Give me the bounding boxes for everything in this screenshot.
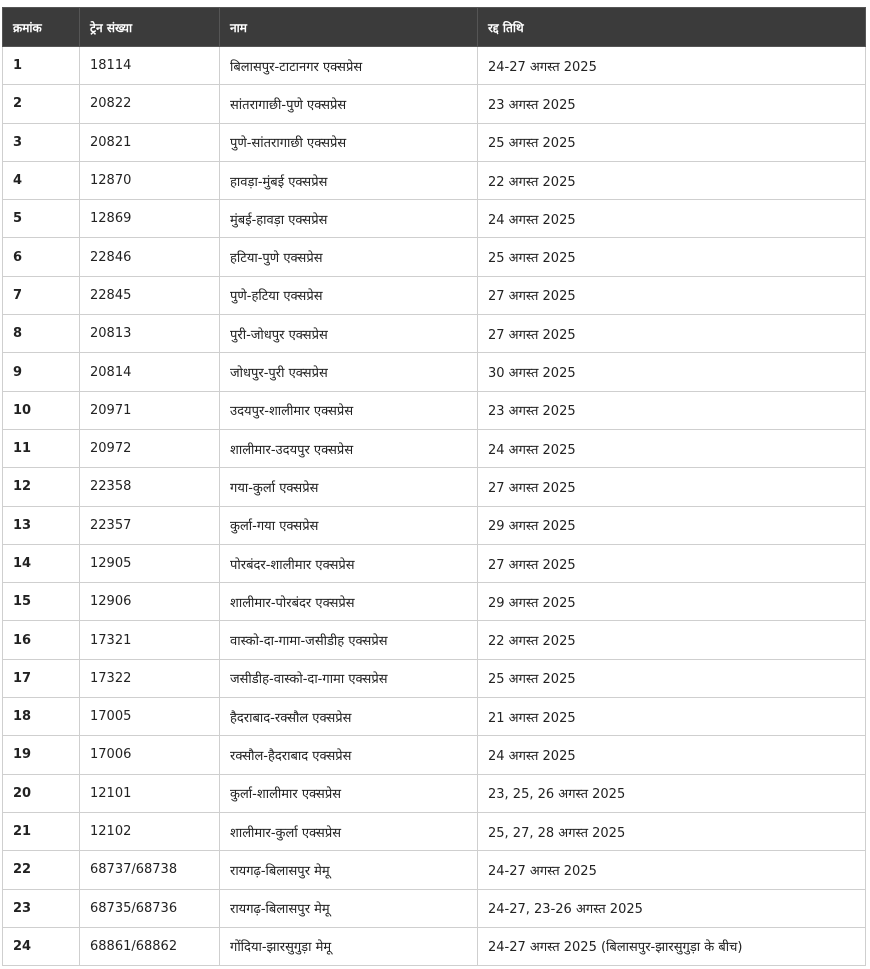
row-serial: 24 bbox=[3, 927, 80, 965]
table-row bbox=[3, 927, 866, 965]
row-cancel-date: 24-27, 23-26 अगस्त 2025 bbox=[478, 889, 866, 927]
row-train-number: 20822 bbox=[80, 85, 220, 123]
row-train-name: वास्को-दा-गामा-जसीडीह एक्सप्रेस bbox=[220, 621, 478, 659]
row-train-name: कुर्ला-गया एक्सप्रेस bbox=[220, 506, 478, 544]
row-train-number: 18114 bbox=[80, 47, 220, 85]
table-row bbox=[3, 736, 866, 774]
table-row bbox=[3, 429, 866, 467]
table-body bbox=[3, 47, 866, 966]
row-serial: 20 bbox=[3, 774, 80, 812]
row-serial: 19 bbox=[3, 736, 80, 774]
row-serial: 14 bbox=[3, 544, 80, 582]
row-train-number: 12906 bbox=[80, 583, 220, 621]
header-serial: क्रमांक bbox=[3, 8, 80, 47]
row-serial: 17 bbox=[3, 659, 80, 697]
row-train-number: 20814 bbox=[80, 353, 220, 391]
row-train-number: 68735/68736 bbox=[80, 889, 220, 927]
row-cancel-date: 27 अगस्त 2025 bbox=[478, 276, 866, 314]
row-train-name: मुंबई-हावड़ा एक्सप्रेस bbox=[220, 200, 478, 238]
row-train-name: गोंदिया-झारसुगुड़ा मेमू bbox=[220, 927, 478, 965]
table-row bbox=[3, 812, 866, 850]
table-row bbox=[3, 238, 866, 276]
row-train-name: पुणे-सांतरागाछी एक्सप्रेस bbox=[220, 123, 478, 161]
row-cancel-date: 27 अगस्त 2025 bbox=[478, 544, 866, 582]
row-train-number: 20821 bbox=[80, 123, 220, 161]
row-train-name: रायगढ़-बिलासपुर मेमू bbox=[220, 851, 478, 889]
row-cancel-date: 24-27 अगस्त 2025 (बिलासपुर-झारसुगुड़ा के बीच) bbox=[478, 927, 866, 965]
row-train-number: 20972 bbox=[80, 429, 220, 467]
row-serial: 21 bbox=[3, 812, 80, 850]
row-cancel-date: 21 अगस्त 2025 bbox=[478, 698, 866, 736]
row-train-number: 17006 bbox=[80, 736, 220, 774]
row-serial: 7 bbox=[3, 276, 80, 314]
table-row bbox=[3, 506, 866, 544]
row-serial: 18 bbox=[3, 698, 80, 736]
row-cancel-date: 25 अगस्त 2025 bbox=[478, 659, 866, 697]
row-train-name: पुरी-जोधपुर एक्सप्रेस bbox=[220, 315, 478, 353]
row-train-name: पुणे-हटिया एक्सप्रेस bbox=[220, 276, 478, 314]
row-train-number: 17005 bbox=[80, 698, 220, 736]
row-serial: 4 bbox=[3, 161, 80, 199]
row-cancel-date: 24-27 अगस्त 2025 bbox=[478, 47, 866, 85]
row-train-name: पोरबंदर-शालीमार एक्सप्रेस bbox=[220, 544, 478, 582]
table-row bbox=[3, 276, 866, 314]
clipped-heading-strip bbox=[0, 0, 870, 7]
row-serial: 15 bbox=[3, 583, 80, 621]
row-cancel-date: 22 अगस्त 2025 bbox=[478, 161, 866, 199]
row-cancel-date: 27 अगस्त 2025 bbox=[478, 468, 866, 506]
row-cancel-date: 29 अगस्त 2025 bbox=[478, 506, 866, 544]
row-serial: 13 bbox=[3, 506, 80, 544]
row-cancel-date: 30 अगस्त 2025 bbox=[478, 353, 866, 391]
row-train-number: 22846 bbox=[80, 238, 220, 276]
row-serial: 11 bbox=[3, 429, 80, 467]
table-row bbox=[3, 544, 866, 582]
row-train-name: जोधपुर-पुरी एक्सप्रेस bbox=[220, 353, 478, 391]
table-row bbox=[3, 774, 866, 812]
row-serial: 2 bbox=[3, 85, 80, 123]
row-train-name: रक्सौल-हैदराबाद एक्सप्रेस bbox=[220, 736, 478, 774]
row-train-number: 12101 bbox=[80, 774, 220, 812]
table-row bbox=[3, 468, 866, 506]
table-row bbox=[3, 353, 866, 391]
row-train-number: 20813 bbox=[80, 315, 220, 353]
table-row bbox=[3, 315, 866, 353]
table-row bbox=[3, 621, 866, 659]
row-cancel-date: 24-27 अगस्त 2025 bbox=[478, 851, 866, 889]
row-train-name: हैदराबाद-रक्सौल एक्सप्रेस bbox=[220, 698, 478, 736]
table-row bbox=[3, 659, 866, 697]
row-train-name: गया-कुर्ला एक्सप्रेस bbox=[220, 468, 478, 506]
row-train-number: 22358 bbox=[80, 468, 220, 506]
row-serial: 22 bbox=[3, 851, 80, 889]
row-train-number: 68737/68738 bbox=[80, 851, 220, 889]
table-row bbox=[3, 123, 866, 161]
row-serial: 16 bbox=[3, 621, 80, 659]
row-train-name: जसीडीह-वास्को-दा-गामा एक्सप्रेस bbox=[220, 659, 478, 697]
table-row bbox=[3, 391, 866, 429]
row-train-name: शालीमार-पोरबंदर एक्सप्रेस bbox=[220, 583, 478, 621]
row-train-number: 68861/68862 bbox=[80, 927, 220, 965]
row-train-name: शालीमार-कुर्ला एक्सप्रेस bbox=[220, 812, 478, 850]
row-serial: 3 bbox=[3, 123, 80, 161]
row-train-number: 12870 bbox=[80, 161, 220, 199]
row-cancel-date: 23, 25, 26 अगस्त 2025 bbox=[478, 774, 866, 812]
row-cancel-date: 25 अगस्त 2025 bbox=[478, 238, 866, 276]
header-cancel-date: रद्द तिथि bbox=[478, 8, 866, 47]
header-name: नाम bbox=[220, 8, 478, 47]
row-serial: 12 bbox=[3, 468, 80, 506]
row-serial: 23 bbox=[3, 889, 80, 927]
table-row bbox=[3, 161, 866, 199]
row-train-number: 22357 bbox=[80, 506, 220, 544]
row-train-name: सांतरागाछी-पुणे एक्सप्रेस bbox=[220, 85, 478, 123]
table-row bbox=[3, 583, 866, 621]
table-header-row bbox=[3, 8, 866, 47]
row-serial: 9 bbox=[3, 353, 80, 391]
row-train-name: बिलासपुर-टाटानगर एक्सप्रेस bbox=[220, 47, 478, 85]
row-train-number: 20971 bbox=[80, 391, 220, 429]
row-train-number: 22845 bbox=[80, 276, 220, 314]
row-serial: 5 bbox=[3, 200, 80, 238]
row-cancel-date: 23 अगस्त 2025 bbox=[478, 85, 866, 123]
row-train-number: 17321 bbox=[80, 621, 220, 659]
table-row bbox=[3, 85, 866, 123]
row-cancel-date: 22 अगस्त 2025 bbox=[478, 621, 866, 659]
row-cancel-date: 25, 27, 28 अगस्त 2025 bbox=[478, 812, 866, 850]
table-row bbox=[3, 851, 866, 889]
row-train-name: शालीमार-उदयपुर एक्सप्रेस bbox=[220, 429, 478, 467]
table-row bbox=[3, 200, 866, 238]
row-cancel-date: 29 अगस्त 2025 bbox=[478, 583, 866, 621]
row-train-name: हटिया-पुणे एक्सप्रेस bbox=[220, 238, 478, 276]
row-train-number: 12905 bbox=[80, 544, 220, 582]
row-train-number: 17322 bbox=[80, 659, 220, 697]
cancelled-trains-table bbox=[2, 7, 866, 966]
table-row bbox=[3, 698, 866, 736]
row-cancel-date: 24 अगस्त 2025 bbox=[478, 200, 866, 238]
row-cancel-date: 24 अगस्त 2025 bbox=[478, 429, 866, 467]
row-cancel-date: 25 अगस्त 2025 bbox=[478, 123, 866, 161]
row-cancel-date: 24 अगस्त 2025 bbox=[478, 736, 866, 774]
row-cancel-date: 27 अगस्त 2025 bbox=[478, 315, 866, 353]
row-cancel-date: 23 अगस्त 2025 bbox=[478, 391, 866, 429]
row-train-name: कुर्ला-शालीमार एक्सप्रेस bbox=[220, 774, 478, 812]
row-serial: 10 bbox=[3, 391, 80, 429]
table-row bbox=[3, 889, 866, 927]
row-train-name: उदयपुर-शालीमार एक्सप्रेस bbox=[220, 391, 478, 429]
row-serial: 1 bbox=[3, 47, 80, 85]
row-train-name: हावड़ा-मुंबई एक्सप्रेस bbox=[220, 161, 478, 199]
header-train-number: ट्रेन संख्या bbox=[80, 8, 220, 47]
row-serial: 6 bbox=[3, 238, 80, 276]
table-row bbox=[3, 47, 866, 85]
row-train-name: रायगढ़-बिलासपुर मेमू bbox=[220, 889, 478, 927]
row-train-number: 12869 bbox=[80, 200, 220, 238]
row-train-number: 12102 bbox=[80, 812, 220, 850]
row-serial: 8 bbox=[3, 315, 80, 353]
